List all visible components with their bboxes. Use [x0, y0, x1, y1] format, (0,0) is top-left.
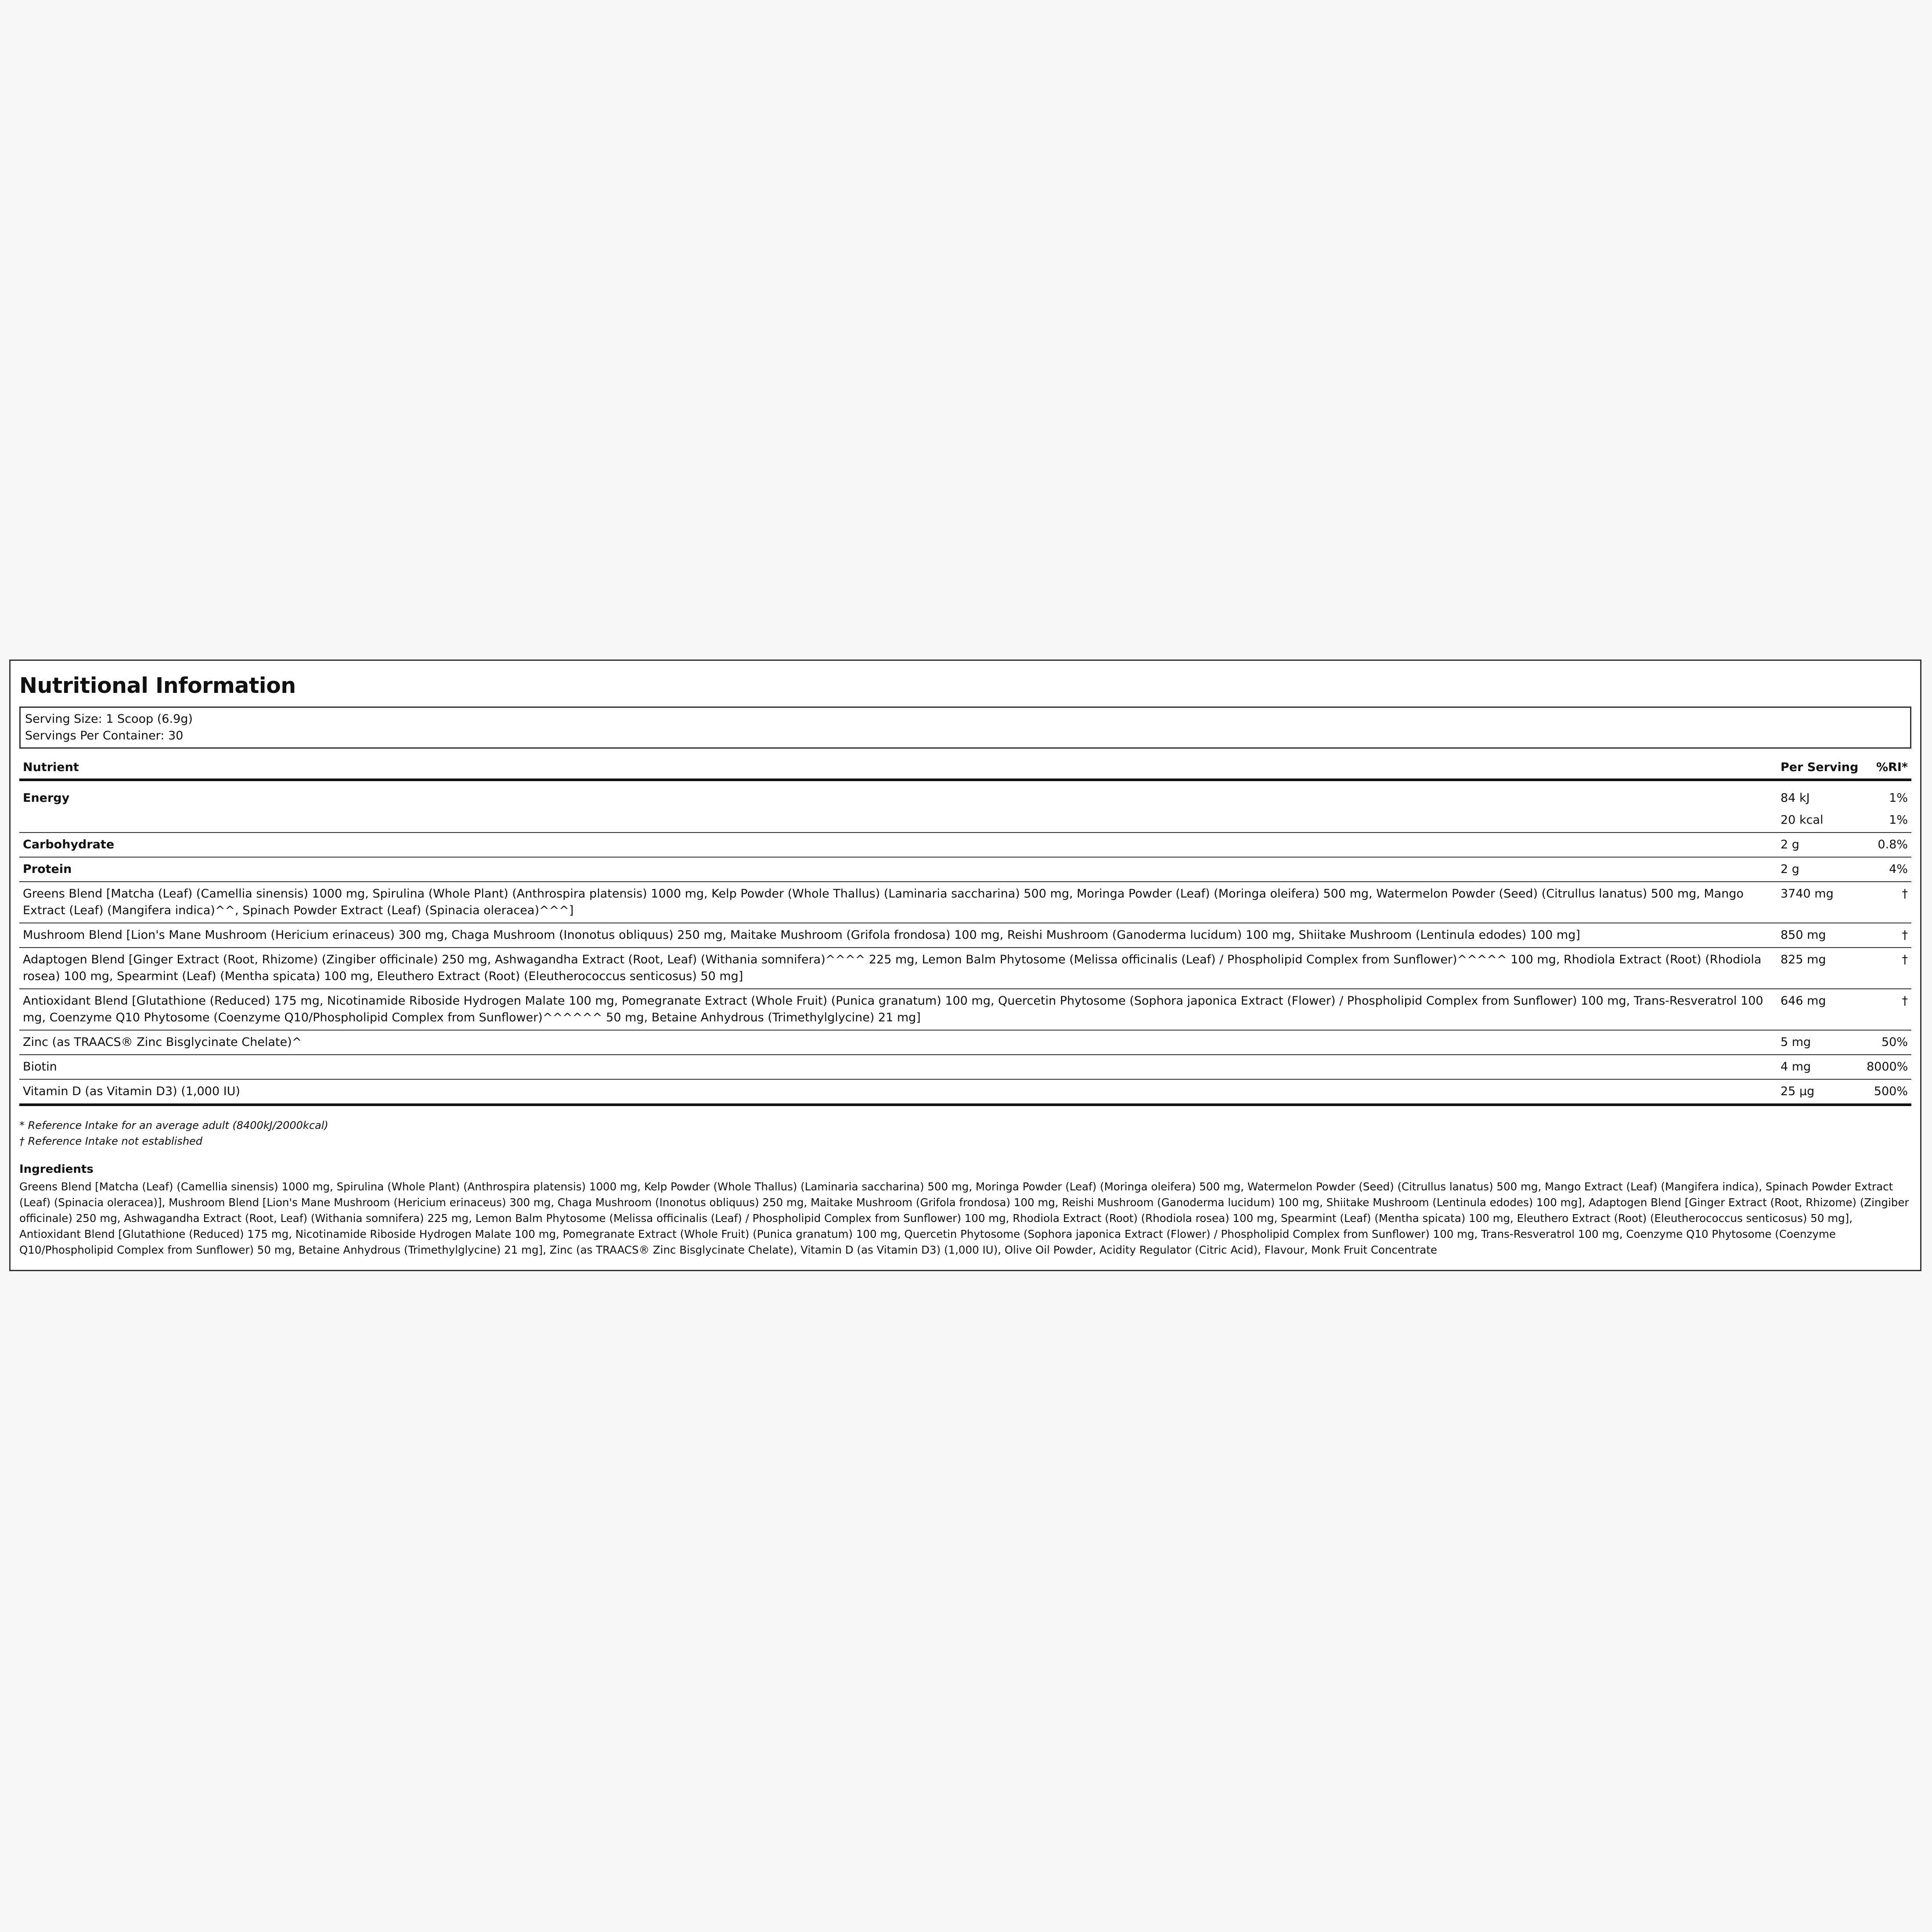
nutrient-name-empty	[19, 808, 1777, 833]
nutrition-panel	[9, 660, 1921, 1271]
footnote-dagger: † Reference Intake not established	[19, 1135, 203, 1147]
nutrient-name: Vitamin D (as Vitamin D3) (1,000 IU)	[19, 1079, 1777, 1105]
nutrient-name: Antioxidant Blend [Glutathione (Reduced) 175 mg, Nicotinamide Riboside Hydrogen Malate 100 mg, Pomegranate Extract (Whole Fruit) (Punica granatum) 100 mg, Quercetin Phytosome (Sophora japonica Extract (Flower) / Phospholipid Complex from Sunflower) 100 mg, Trans-Resveratrol 100 mg, Coenzyme Q10 Phytosome (Coenzyme Q10/Phospholipid Complex from Sunflower)^^^^^^ 50 mg, Betaine Anhydrous (Trimethylglycine) 21 mg]	[19, 989, 1777, 1030]
nutrient-name: Adaptogen Blend [Ginger Extract (Root, Rhizome) (Zingiber officinale) 250 mg, Ashwagandha Extract (Root, Leaf) (Withania somnifera)^^^^ 225 mg, Lemon Balm Phytosome (Melissa officinalis (Leaf) / Phospholipid Complex from Sunflower)^^^^^ 100 mg, Rhodiola Extract (Root) (Rhodiola rosea) 100 mg, Spearmint (Leaf) (Mentha spicata) 100 mg, Eleuthero Extract (Root) (Eleutherococcus senticosus) 50 mg]	[19, 948, 1777, 989]
ri-value: 1%	[1889, 791, 1908, 805]
serving-info-box	[19, 706, 1911, 749]
nutrient-name: Mushroom Blend [Lion's Mane Mushroom (Hericium erinaceus) 300 mg, Chaga Mushroom (Inonotus obliquus) 250 mg, Maitake Mushroom (Grifola frondosa) 100 mg, Reishi Mushroom (Ganoderma lucidum) 100 mg, Shiitake Mushroom (Lentinula edodes) 100 mg]	[19, 923, 1777, 948]
per-serving-value: 5 mg	[1777, 1030, 1863, 1055]
ri-value: 500%	[1863, 1079, 1911, 1105]
table-row	[19, 1055, 1911, 1079]
per-serving-value: 4 mg	[1777, 1055, 1863, 1079]
per-serving-value: 2 g	[1777, 857, 1863, 882]
table-row	[19, 808, 1911, 833]
table-row	[19, 989, 1911, 1030]
table-row	[19, 1030, 1911, 1055]
ri-value: 8000%	[1863, 1055, 1911, 1079]
ri-value: 1%	[1863, 808, 1911, 833]
header-ri: %RI*	[1863, 756, 1911, 780]
table-header-row	[19, 756, 1911, 780]
table-row	[19, 1079, 1911, 1105]
table-row	[19, 780, 1911, 808]
page-title: Nutritional Information	[19, 673, 296, 698]
ri-value: 50%	[1863, 1030, 1911, 1055]
ri-value: †	[1863, 882, 1911, 923]
per-serving-value: 84 kJ	[1781, 791, 1810, 805]
nutrient-name: Greens Blend [Matcha (Leaf) (Camellia sinensis) 1000 mg, Spirulina (Whole Plant) (Anthrospira platensis) 1000 mg, Kelp Powder (Whole Thallus) (Laminaria saccharina) 500 mg, Moringa Powder (Leaf) (Moringa oleifera) 500 mg, Watermelon Powder (Seed) (Citrullus lanatus) 500 mg, Mango Extract (Leaf) (Mangifera indica)^^, Spinach Powder Extract (Leaf) (Spinacia oleracea)^^^]	[19, 882, 1777, 923]
table-row	[19, 857, 1911, 882]
per-serving-value: 20 kcal	[1777, 808, 1863, 833]
header-nutrient: Nutrient	[19, 756, 1777, 780]
ingredients-heading: Ingredients	[19, 1163, 94, 1176]
ri-value: 0.8%	[1863, 833, 1911, 857]
servings-per-container: Servings Per Container: 30	[25, 729, 184, 743]
ri-value: †	[1863, 923, 1911, 948]
table-row	[19, 833, 1911, 857]
nutrient-name: Carbohydrate	[19, 833, 1777, 857]
nutrient-name: Zinc (as TRAACS® Zinc Bisglycinate Chelate)^	[19, 1030, 1777, 1055]
header-per-serving: Per Serving	[1777, 756, 1863, 780]
footnotes	[19, 1117, 1911, 1149]
serving-size: Serving Size: 1 Scoop (6.9g)	[25, 712, 193, 726]
footnote-ri: * Reference Intake for an average adult (8400kJ/2000kcal)	[19, 1119, 328, 1132]
per-serving-value: 825 mg	[1777, 948, 1863, 989]
per-serving-value: 3740 mg	[1777, 882, 1863, 923]
nutrient-name: Biotin	[19, 1055, 1777, 1079]
per-serving-value: 850 mg	[1777, 923, 1863, 948]
ri-value: 4%	[1863, 857, 1911, 882]
table-row	[19, 923, 1911, 948]
ri-value: †	[1863, 948, 1911, 989]
nutrition-table	[19, 756, 1911, 1106]
per-serving-value: 25 µg	[1777, 1079, 1863, 1105]
per-serving-value: 646 mg	[1777, 989, 1863, 1030]
ingredients-text: Greens Blend [Matcha (Leaf) (Camellia sinensis) 1000 mg, Spirulina (Whole Plant) (Anthrospira platensis) 1000 mg, Kelp Powder (Whole Thallus) (Laminaria saccharina) 500 mg, Moringa Powder (Leaf) (Moringa oleifera) 500 mg, Watermelon Powder (Seed) (Citrullus lanatus) 500 mg, Mango Extract (Leaf) (Mangifera indica), Spinach Powder Extract (Leaf) (Spinacia oleracea)], Mushroom Blend [Lion's Mane Mushroom (Hericium erinaceus) 300 mg, Chaga Mushroom (Inonotus obliquus) 250 mg, Maitake Mushroom (Grifola frondosa) 100 mg, Reishi Mushroom (Ganoderma lucidum) 100 mg, Shiitake Mushroom (Lentinula edodes) 100 mg], Adaptogen Blend [Ginger Extract (Root, Rhizome) (Zingiber officinale) 250 mg, Ashwagandha Extract (Root, Leaf) (Withania somnifera) 225 mg, Lemon Balm Phytosome (Melissa officinalis (Leaf) / Phospholipid Complex from Sunflower) 100 mg, Rhodiola Extract (Root) (Rhodiola rosea) 100 mg, Spearmint (Leaf) (Mentha spicata) 100 mg, Eleuthero Extract (Root) (Eleutherococcus senticosus) 50 mg], Antioxidant Blend [Glutathione (Reduced) 175 mg, Nicotinamide Riboside Hydrogen Malate 100 mg, Pomegranate Extract (Whole Fruit) (Punica granatum) 100 mg, Quercetin Phytosome (Sophora japonica Extract (Flower) / Phospholipid Complex from Sunflower) 100 mg, Trans-Resveratrol 100 mg, Coenzyme Q10 Phytosome (Coenzyme Q10/Phospholipid Complex from Sunflower) 50 mg, Betaine Anhydrous (Trimethylglycine) 21 mg], Zinc (as TRAACS® Zinc Bisglycinate Chelate), Vitamin D (as Vitamin D3) (1,000 IU), Olive Oil Powder, Acidity Regulator (Citric Acid), Flavour, Monk Fruit Concentrate	[19, 1180, 1909, 1256]
per-serving-value: 2 g	[1777, 833, 1863, 857]
table-row	[19, 882, 1911, 923]
nutrient-name: Protein	[19, 857, 1777, 882]
table-row	[19, 948, 1911, 989]
nutrient-name: Energy	[23, 791, 70, 805]
ri-value: †	[1863, 989, 1911, 1030]
